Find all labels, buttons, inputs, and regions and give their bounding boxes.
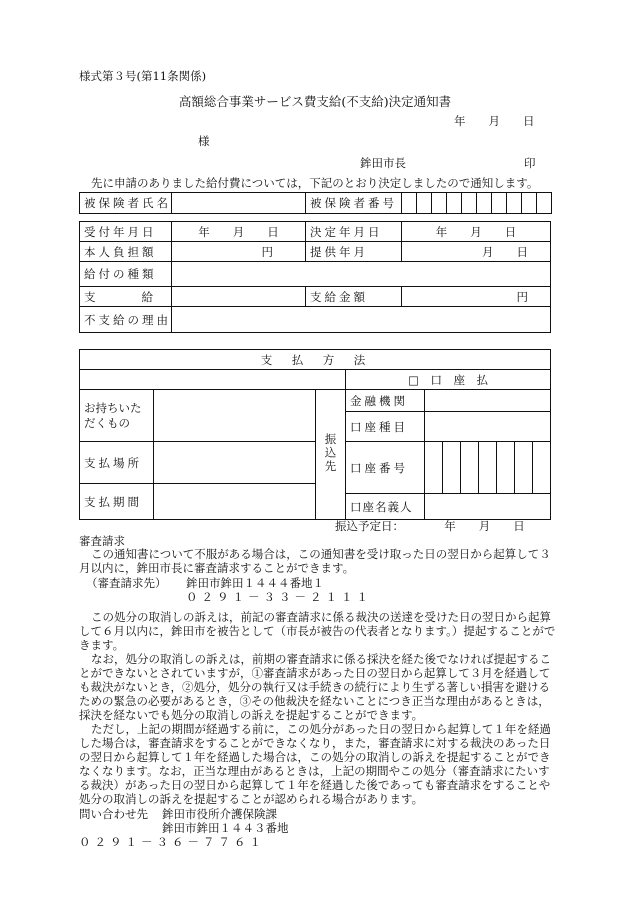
form-number: 様式第３号(第11条関係) [79, 69, 207, 83]
account-number-digit[interactable] [443, 442, 461, 494]
received-date-label: 受付年月日 [80, 222, 172, 242]
received-date-field[interactable]: 年 月 日 [172, 222, 306, 242]
payment-blank-cell [80, 370, 346, 390]
payment-amount-field[interactable]: 円 [402, 287, 551, 307]
contact-department: 鉾田市役所介護保険課 [162, 807, 277, 821]
nonpayment-reason-field[interactable] [172, 307, 551, 333]
account-number-digit[interactable] [461, 442, 479, 494]
insured-table [79, 192, 552, 214]
seal-mark: 印 [524, 156, 536, 170]
insured-number-digit[interactable] [447, 193, 462, 214]
decision-date-field[interactable]: 年 月 日 [402, 222, 551, 242]
account-type-field[interactable] [425, 412, 551, 442]
decision-date-label: 決定年月日 [306, 222, 402, 242]
insured-number-digit[interactable] [522, 193, 537, 214]
contact-phone: ０２９１－３６－７７６１ [79, 835, 265, 849]
insured-number-digit[interactable] [402, 193, 417, 214]
benefit-type-label: 給付の種類 [80, 262, 172, 287]
contact-label: 問い合わせ先 [79, 807, 148, 821]
issue-date: 年 月 日 [454, 114, 535, 128]
account-number-digit[interactable] [515, 442, 533, 494]
pay-period-field[interactable] [154, 484, 316, 520]
payment-amount-label: 支給金額 [306, 287, 402, 307]
insured-name-field[interactable] [172, 193, 306, 214]
account-payment-option[interactable]: □ 口 座 払 [346, 370, 551, 390]
decision-table [79, 221, 551, 333]
insured-number-digit[interactable] [537, 193, 552, 214]
intro-text: 先に申請のありました給付費については，下記のとおり決定しましたので通知します。 [91, 176, 539, 190]
insured-number-digit[interactable] [507, 193, 522, 214]
review-destination-label: （審査請求先） [86, 576, 167, 590]
account-number-digit[interactable] [479, 442, 497, 494]
insured-number-label: 被保険者番号 [306, 193, 402, 214]
pay-place-label: 支払場所 [80, 442, 154, 484]
payment-field[interactable] [172, 287, 306, 307]
account-number-label: 口座番号 [346, 442, 425, 494]
scheduled-transfer-date: 振込予定日： 年 月 日 [335, 519, 525, 533]
bank-field[interactable] [425, 390, 551, 412]
bring-items-label: お持ちいただくもの [80, 390, 154, 442]
transfer-destination-text: 振込先 [323, 432, 338, 474]
account-number-digit[interactable] [425, 442, 443, 494]
review-destination-address: 鉾田市鉾田１４４４番地１ [186, 576, 324, 590]
insured-number-digit[interactable] [492, 193, 507, 214]
pay-period-label: 支払期間 [80, 484, 154, 520]
account-holder-field[interactable] [425, 494, 551, 520]
review-destination-phone: ０２９１－３３－２１１１ [186, 590, 372, 604]
payment-method-table [79, 349, 551, 520]
payment-method-title: 支 払 方 法 [80, 350, 551, 370]
review-request-heading: 審査請求 [79, 534, 125, 548]
insured-number-digit[interactable] [432, 193, 447, 214]
contact-address: 鉾田市鉾田１４４３番地 [162, 821, 289, 835]
account-number-digit[interactable] [497, 442, 515, 494]
account-holder-label: 口座名義人 [346, 494, 425, 520]
addressee-suffix: 様 [198, 134, 210, 148]
benefit-type-field[interactable] [172, 262, 551, 287]
deadline-paragraph: ただし，上記の期間が経過する前に，この処分があった日の翌日から起算して１年を経過した場合は，審査請求をすることができなくなり，また，審査請求に対する裁決のあった日の翌日から起算して１年を経過した場合は，この処分の取消しの訴えを提起することができなくなります。なお，正当な理由があるときは，上記の期間やこの処分（審査請求にたいする裁決）があった日の翌日から起算して１年を経過した後であっても審査請求をすることや処分の取消しの訴えを提起することが認められる場合があります。 [79, 722, 551, 806]
provision-month-label: 提供年月 [306, 242, 402, 262]
self-pay-label: 本人負担額 [80, 242, 172, 262]
account-type-label: 口座種目 [346, 412, 425, 442]
pay-place-field[interactable] [154, 442, 316, 484]
bank-label: 金融機関 [346, 390, 425, 412]
provision-month-field[interactable]: 月 日 [402, 242, 551, 262]
lawsuit-paragraph: この処分の取消しの訴えは，前記の審査請求に係る裁決の送達を受けた日の翌日から起算して６月以内に，鉾田市を被告として（市長が被告の代表者となります。）提起することができます。 [79, 610, 556, 652]
bring-items-field[interactable] [154, 390, 316, 442]
payment-label: 支 給 [80, 287, 172, 307]
insured-number-digit[interactable] [417, 193, 432, 214]
exception-paragraph: なお，処分の取消しの訴えは，前期の審査請求に係る採決を経た後でなければ提起することができないとされていますが，①審査請求があった日の翌日から起算して３月を経過しても裁決がないとき，②処分，処分の執行又は手続きの続行により生ずる著しい損害を避けるための緊急の必要があるとき，③その他裁決を経ないことにつき正当な理由があるときは，採決を経ないでも処分の取消しの訴えを提起することができます。 [79, 652, 551, 722]
review-request-paragraph: この通知書について不服がある場合は，この通知書を受け取った日の翌日から起算して３月以内に，鉾田市長に審査請求することができます。 [79, 547, 551, 575]
account-number-digit[interactable] [533, 442, 551, 494]
insured-name-label: 被保険者氏名 [80, 193, 172, 214]
issuer: 鉾田市長 [360, 156, 406, 170]
insured-number-digit[interactable] [477, 193, 492, 214]
document-title: 高額総合事業サービス費支給(不支給)決定通知書 [178, 94, 452, 109]
nonpayment-reason-label: 不支給の理由 [80, 307, 172, 333]
transfer-destination-label [316, 390, 346, 520]
self-pay-field[interactable]: 円 [172, 242, 306, 262]
insured-number-digit[interactable] [462, 193, 477, 214]
